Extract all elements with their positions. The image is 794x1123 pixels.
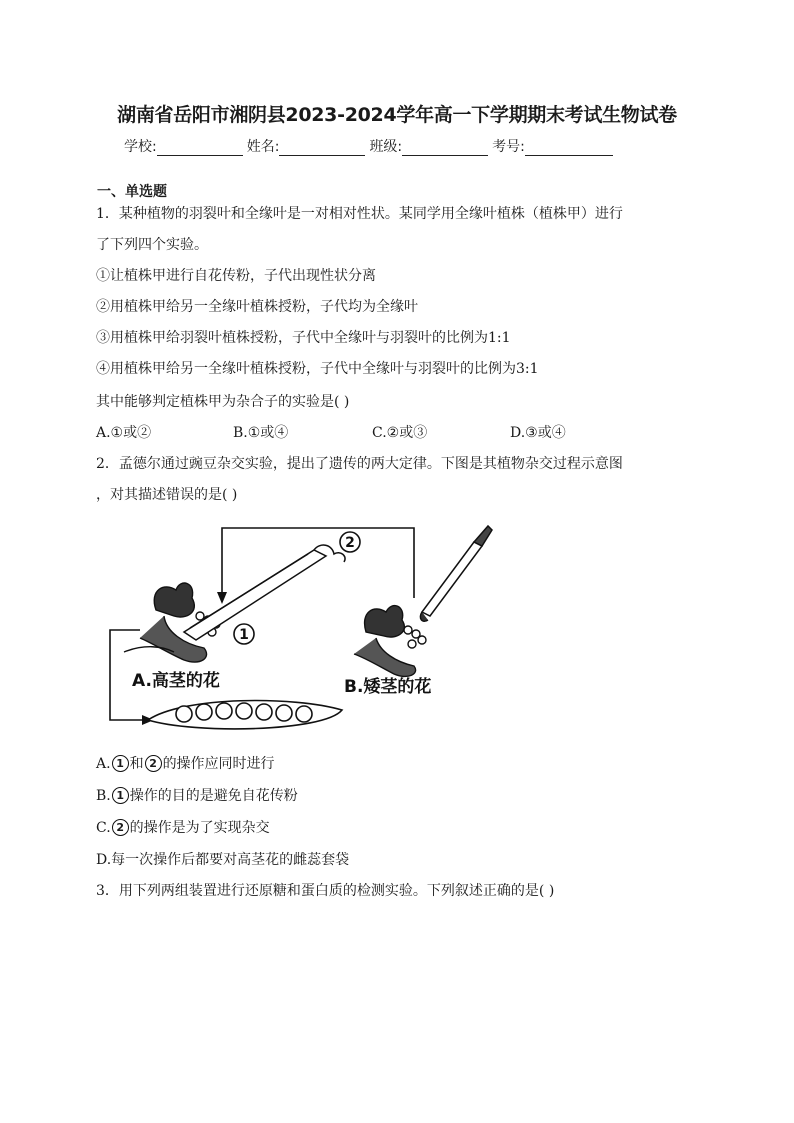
q2-option-b[interactable] xyxy=(96,786,298,806)
q2-option-b-prefix: B. xyxy=(96,788,111,804)
q1-experiment-4: ④用植株甲给另一全缘叶植株授粉，子代中全缘叶与羽裂叶的比例为3:1 xyxy=(96,361,539,377)
forceps-tool xyxy=(184,545,345,640)
q1-option-a[interactable]: A.①或② xyxy=(96,425,152,441)
q1-experiment-2: ②用植株甲给另一全缘叶植株授粉，子代均为全缘叶 xyxy=(96,299,418,315)
arrow-path-2 xyxy=(222,528,414,598)
marker-2 xyxy=(340,532,360,552)
q2-stem-line-1: 2．孟德尔通过豌豆杂交实验，提出了遗传的两大定律。下图是其植物杂交过程示意图 xyxy=(96,456,623,472)
q2-option-b-suffix: 操作的目的是避免自花传粉 xyxy=(129,788,298,804)
school-blank[interactable] xyxy=(157,139,243,156)
student-info-row xyxy=(124,136,684,156)
marker-1-text: 1 xyxy=(239,627,249,643)
q2-option-a-suffix: 的操作应同时进行 xyxy=(162,756,275,772)
q1-option-c[interactable]: C.②或③ xyxy=(372,425,428,441)
circled-2-glyph: 2 xyxy=(145,755,162,772)
q2-option-a[interactable] xyxy=(96,754,275,774)
q2-stem-line-2: ，对其描述错误的是( ) xyxy=(96,487,238,503)
q2-option-c-suffix: 的操作是为了实现杂交 xyxy=(129,820,270,836)
q2-option-c-prefix: C. xyxy=(96,820,111,836)
q2-option-d[interactable]: D.每一次操作后都要对高茎花的雌蕊套袋 xyxy=(96,852,350,868)
circled-1-glyph: 1 xyxy=(112,787,129,804)
name-label: 姓名: xyxy=(246,139,280,155)
exam-title: 湖南省岳阳市湘阴县2023-2024学年高一下学期期末考试生物试卷 xyxy=(117,104,677,126)
pea-pod-illustration xyxy=(148,701,342,729)
q2-option-a-mid: 和 xyxy=(129,756,144,772)
marker-2-text: 2 xyxy=(345,535,355,551)
brush-tool xyxy=(420,526,492,621)
marker-1 xyxy=(234,624,254,644)
school-label: 学校: xyxy=(124,139,157,155)
q3-stem: 3．用下列两组装置进行还原糖和蛋白质的检测实验。下列叙述正确的是( ) xyxy=(96,883,555,899)
q1-stem-line-1: 1．某种植物的羽裂叶和全缘叶是一对相对性状。某同学用全缘叶植株（植株甲）进行 xyxy=(96,206,623,222)
circled-2-glyph: 2 xyxy=(112,819,129,836)
q1-stem-line-2: 了下列四个实验。 xyxy=(96,237,208,253)
label-tall-flower: A.高茎的花 xyxy=(132,671,220,691)
q1-option-b[interactable]: B.①或④ xyxy=(233,425,289,441)
section-heading: 一、单选题 xyxy=(97,184,167,200)
class-blank[interactable] xyxy=(402,139,488,156)
q2-option-a-prefix: A. xyxy=(96,756,111,772)
q1-option-d[interactable]: D.③或④ xyxy=(510,425,566,441)
pea-hybridization-figure xyxy=(104,520,494,732)
flower-b-illustration xyxy=(354,606,426,677)
exam-number-label: 考号: xyxy=(492,139,525,155)
circled-1-glyph: 1 xyxy=(112,755,129,772)
q1-question: 其中能够判定植株甲为杂合子的实验是( ) xyxy=(96,394,350,410)
arrow-head-2 xyxy=(217,592,227,604)
q2-option-c[interactable] xyxy=(96,818,270,838)
name-blank[interactable] xyxy=(279,139,365,156)
class-label: 班级: xyxy=(369,139,403,155)
q1-experiment-3: ③用植株甲给羽裂叶植株授粉，子代中全缘叶与羽裂叶的比例为1:1 xyxy=(96,330,511,346)
exam-number-blank[interactable] xyxy=(525,139,613,156)
label-dwarf-flower: B.矮茎的花 xyxy=(344,677,432,697)
q1-experiment-1: ①让植株甲进行自花传粉，子代出现性状分离 xyxy=(96,268,376,284)
